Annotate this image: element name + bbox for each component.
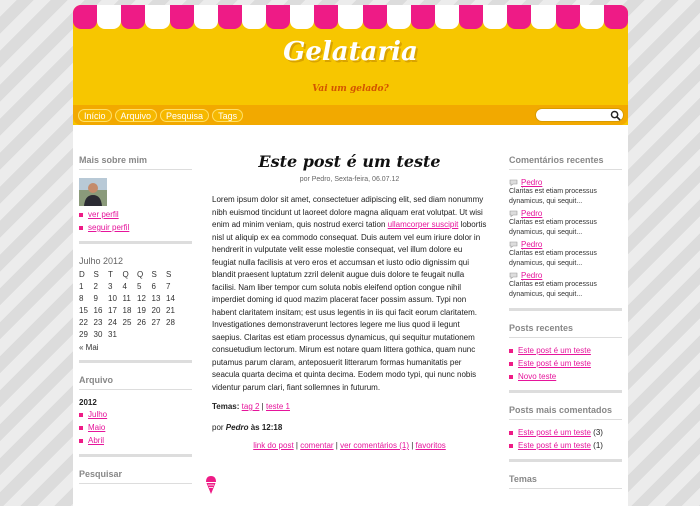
list-item — [509, 240, 622, 269]
post-permalink[interactable]: link do post — [253, 441, 294, 450]
post-body-text: lobortis nisl ut aliquip ex ea commodo consequat. Duis autem vel eum iriure dolor in hendrerit in vulputate velit esse molestie consequat, vel illum dolore eu feugiat nulla facilisis at vero eros et accumsan et iusto odio dignissim qui blandit praesent luptatum zzril delenit augue duis dolore te feugait nulla facilisi. Nam liber tempor cum soluta nobis eleifend option congue nihil imperdiet doming id quod mazim placerat facer possim assum. Typi non habent claritatem insitam; est usus legentis in iis qui facit eorum claritatem. Investigationes demonstraverunt lectores legere me lius quod ii legunt saepius. Claritas est etiam processus dynamicus, qui sequitur mutationem consuetudium lectorum. Mirum est notare quam littera gothica, quam nunc putamus parum claram, anteposuerit litterarum formas humanitatis per seacula quarta decima et quinta decima. Eodem modo typi, qui nunc nobis videntur parum clari, fiant sollemnes in futurum. — [212, 220, 487, 392]
calendar-day: 16 — [93, 305, 103, 315]
post-tag-link[interactable]: teste 1 — [265, 402, 290, 411]
post-tags: Temas: tag 2 | teste 1 — [212, 402, 290, 411]
most-commented-title: Posts mais comentados — [509, 405, 622, 420]
calendar-week — [79, 280, 181, 292]
recent-posts-title: Posts recentes — [509, 323, 622, 338]
most-commented-list — [509, 428, 622, 451]
calendar-day: 18 — [122, 305, 132, 315]
calendar-day: 6 — [151, 281, 156, 291]
list-item — [509, 428, 622, 438]
calendar-day — [137, 328, 152, 340]
view-profile-link[interactable]: ver perfil — [88, 210, 119, 219]
widget-divider — [509, 308, 622, 311]
comment-icon — [509, 179, 518, 186]
widget-divider — [79, 360, 192, 363]
list-item — [79, 223, 192, 233]
calendar-day — [166, 328, 181, 340]
recent-post-link[interactable]: Este post é um teste — [518, 359, 591, 368]
calendar-day: 27 — [151, 317, 161, 327]
calendar-week — [79, 304, 181, 316]
archive-widget-title: Arquivo — [79, 375, 192, 390]
content-area — [73, 125, 628, 506]
widget-divider — [509, 459, 622, 462]
comment-count: (1) — [593, 441, 603, 450]
comment-author-link[interactable]: Pedro — [521, 178, 543, 187]
calendar-week — [79, 328, 181, 340]
comment-author-link[interactable]: Pedro — [521, 240, 543, 249]
calendar-day: 31 — [108, 329, 117, 339]
awning-stripes — [73, 5, 628, 29]
calendar-day-header: S — [93, 269, 99, 279]
calendar-day: 12 — [137, 293, 146, 303]
ice-cream-icon — [205, 475, 217, 495]
right-sidebar — [509, 155, 622, 497]
list-item — [509, 346, 622, 356]
most-commented-link[interactable]: Este post é um teste — [518, 441, 591, 450]
post-author-prefix: por — [212, 423, 224, 432]
page-wrapper — [73, 5, 628, 506]
calendar-day-header: S — [166, 269, 172, 279]
calendar-day — [123, 328, 138, 340]
recent-post-link[interactable]: Este post é um teste — [518, 346, 591, 355]
calendar-day: 28 — [166, 317, 175, 327]
calendar-week — [79, 292, 181, 304]
list-item — [509, 271, 622, 300]
nav-item-tags[interactable]: Tags — [212, 109, 243, 122]
calendar-day: 19 — [137, 305, 146, 315]
archive-year: 2012 — [79, 398, 97, 407]
list-item — [509, 209, 622, 238]
avatar[interactable] — [79, 178, 107, 206]
archive-month-link[interactable]: Julho — [88, 410, 108, 419]
widget-divider — [79, 241, 192, 244]
post-body-link[interactable]: ullamcorper suscipit — [387, 220, 459, 229]
view-comments-link[interactable]: ver comentários (1) — [340, 441, 410, 450]
calendar-title: Julho 2012 — [79, 256, 124, 266]
calendar-day: 2 — [93, 281, 98, 291]
calendar-day: 10 — [108, 293, 117, 303]
calendar-day-header: Q — [122, 269, 129, 279]
post-time: às 12:18 — [250, 423, 283, 432]
calendar-day: 5 — [137, 281, 142, 291]
header-search — [535, 108, 624, 122]
comment-icon — [509, 210, 518, 217]
comment-count: (3) — [593, 428, 603, 437]
comment-author-link[interactable]: Pedro — [521, 209, 543, 218]
calendar-day: 25 — [122, 317, 132, 327]
calendar-day: 17 — [108, 305, 117, 315]
nav-item-arquivo[interactable]: Arquivo — [115, 109, 158, 122]
post-title[interactable]: Este post é um teste — [258, 152, 441, 171]
calendar — [79, 268, 181, 340]
site-title[interactable]: Gelataria — [283, 37, 418, 67]
post-actions: link do post | comentar | ver comentários (1) | favoritos — [253, 441, 446, 450]
calendar-day: 22 — [79, 317, 88, 327]
calendar-day-header: T — [108, 269, 113, 279]
archive-month-link[interactable]: Maio — [88, 423, 106, 432]
archive-month-link[interactable]: Abril — [88, 436, 105, 445]
list-item — [509, 178, 622, 207]
calendar-day: 1 — [79, 281, 84, 291]
calendar-day — [152, 328, 167, 340]
most-commented-link[interactable]: Este post é um teste — [518, 428, 591, 437]
list-item — [79, 410, 192, 420]
widget-divider — [509, 390, 622, 393]
recent-comments-title: Comentários recentes — [509, 155, 622, 170]
search-widget-title: Pesquisar — [79, 469, 192, 484]
post-tag-link[interactable]: tag 2 — [241, 402, 260, 411]
comment-excerpt: Claritas est etiam processus dynamicus, qui sequit... — [509, 250, 597, 267]
calendar-day: 9 — [93, 293, 98, 303]
comment-link[interactable]: comentar — [300, 441, 334, 450]
recent-post-link[interactable]: Novo teste — [518, 372, 557, 381]
comment-icon — [509, 241, 518, 248]
calendar-day: 26 — [137, 317, 146, 327]
about-widget-title: Mais sobre mim — [79, 155, 192, 170]
list-item — [509, 359, 622, 369]
calendar-day: 7 — [166, 281, 171, 291]
main-nav — [78, 109, 243, 122]
calendar-day: 8 — [79, 293, 84, 303]
comment-icon — [509, 272, 518, 279]
calendar-day: 13 — [151, 293, 161, 303]
post-meta: por Pedro, Sexta-feira, 06.07.12 — [299, 176, 400, 183]
calendar-day: 21 — [166, 305, 175, 315]
navbar — [73, 105, 628, 125]
post-author-name: Pedro — [225, 423, 249, 432]
about-links — [79, 210, 192, 233]
recent-posts-list — [509, 346, 622, 382]
calendar-prev-link[interactable]: « Mai — [79, 343, 99, 352]
search-icon[interactable] — [610, 110, 621, 121]
site-header — [73, 5, 628, 125]
calendar-day-header: D — [79, 269, 85, 279]
post-body — [212, 194, 487, 394]
widget-divider — [79, 454, 192, 457]
left-sidebar — [79, 155, 192, 492]
comment-author-link[interactable]: Pedro — [521, 271, 543, 280]
calendar-day: 23 — [93, 317, 103, 327]
post-tags-label: Temas: — [212, 402, 240, 411]
list-item — [509, 441, 622, 451]
calendar-day: 11 — [122, 293, 131, 303]
list-item — [79, 210, 192, 220]
themes-title: Temas — [509, 474, 622, 489]
calendar-week — [79, 316, 181, 328]
calendar-day-header: S — [151, 269, 157, 279]
calendar-day: 15 — [79, 305, 88, 315]
site-tagline: Vai um gelado? — [312, 84, 389, 94]
nav-item-pesquisa[interactable]: Pesquisa — [160, 109, 209, 122]
follow-profile-link[interactable]: seguir perfil — [88, 223, 130, 232]
calendar-day: 20 — [151, 305, 161, 315]
calendar-day: 4 — [122, 281, 127, 291]
favorites-link[interactable]: favoritos — [415, 441, 446, 450]
calendar-day: 24 — [108, 317, 117, 327]
archive-months — [79, 410, 192, 446]
calendar-day: 3 — [108, 281, 113, 291]
list-item — [79, 436, 192, 446]
comment-excerpt: Claritas est etiam processus dynamicus, qui sequit... — [509, 188, 597, 205]
calendar-day: 14 — [166, 293, 175, 303]
list-item — [509, 372, 622, 382]
post-author — [212, 423, 487, 432]
post-body-text: Lorem ipsum dolor sit amet, consectetuer adipiscing elit, sed diam nonummy nibh euismod tincidunt ut laoreet dolore magna aliquam erat volutpat. Ut wisi enim ad minim veniam, quis nostrud exerci tation — [212, 195, 484, 229]
list-item — [79, 423, 192, 433]
comment-excerpt: Claritas est etiam processus dynamicus, qui sequit... — [509, 281, 597, 298]
comment-excerpt: Claritas est etiam processus dynamicus, qui sequit... — [509, 219, 597, 236]
calendar-day-header: Q — [137, 269, 144, 279]
main-post — [212, 150, 487, 450]
search-input[interactable] — [542, 110, 606, 120]
nav-item-inicio[interactable]: Início — [78, 109, 112, 122]
calendar-day: 30 — [93, 329, 103, 339]
calendar-day: 29 — [79, 329, 88, 339]
